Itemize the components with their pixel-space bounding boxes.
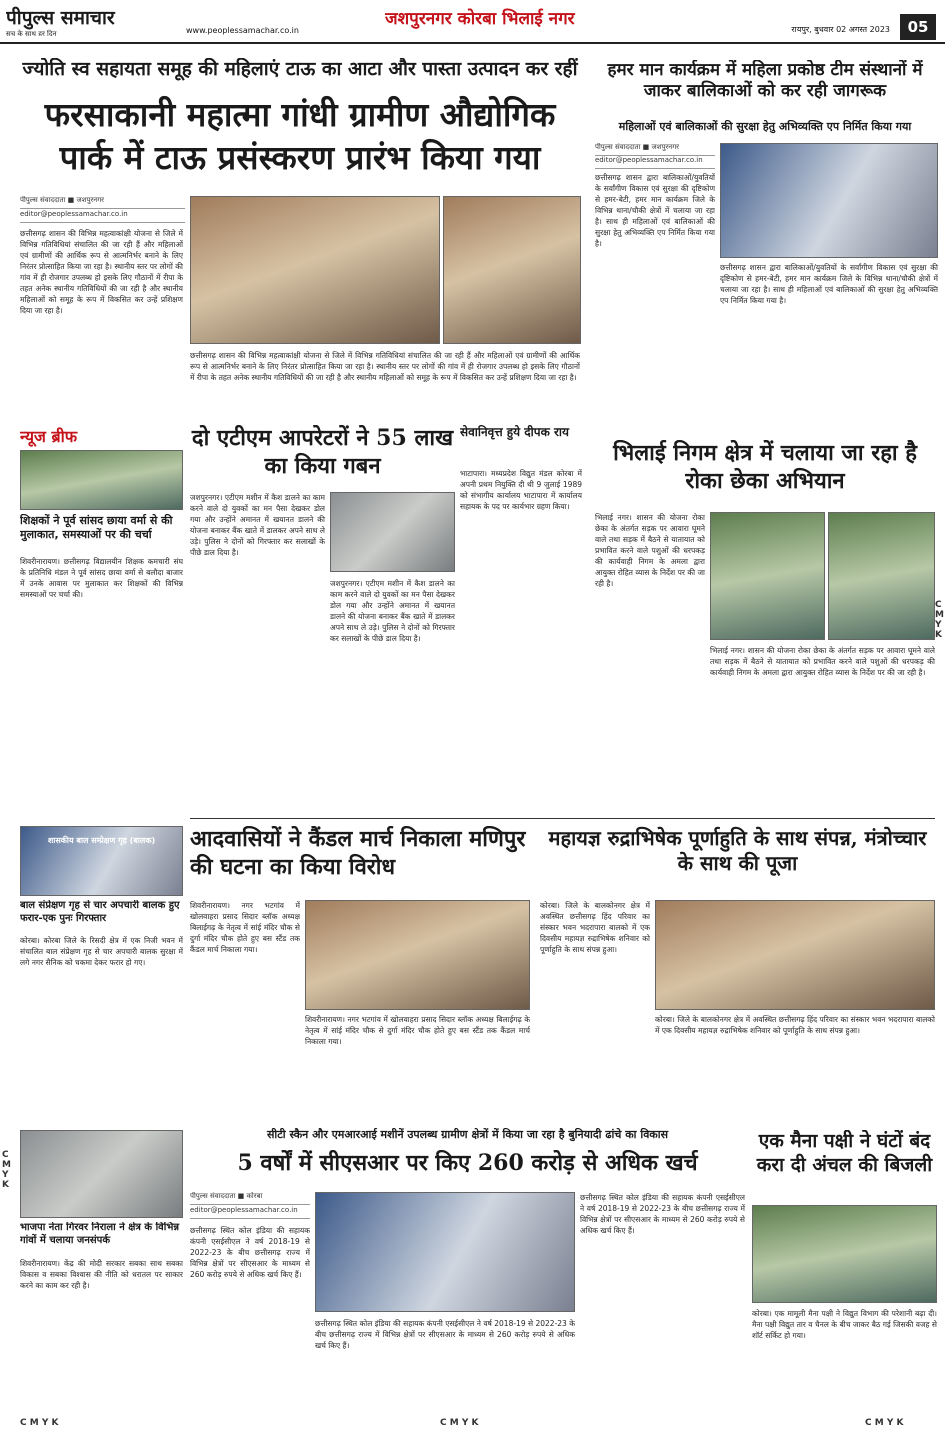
lead-byline: पीपुल्स संवाददाता ■ जशपुरनगर xyxy=(20,196,185,209)
csr-headline: 5 वर्षों में सीएसआर पर किए 260 करोड़ से अधिक खर्च xyxy=(237,1150,698,1176)
maina-photo xyxy=(752,1205,937,1303)
cmyk-mark-bottom-left: C M Y K xyxy=(20,1418,59,1428)
atm-body: जशपुरनगर। एटीएम मशीन में कैश डालने का काम करने वाले दो युवकों का मन पैसा देखकर डोल गया और उन्होंने अमानत में खयानत डालने की योजना बनाकर बैंक खाते में डालकर अपने साथ ले उड़े। पुलिस ने दोनों को गिरफ्तार कर सलाखों के पीछे डाल दिया है। xyxy=(190,493,325,557)
section-cities: जशपुरनगर कोरबा भिलाई नगर xyxy=(385,9,575,29)
cmyk-mark-right: C M Y K xyxy=(935,600,944,640)
csr-body-cont: छत्तीसगढ़ स्थित कोल इंडिया की सहायक कंपनी एसईसीएल ने वर्ष 2018-19 से 2022-23 के बीच छत्तीसगढ़ राज्य में विभिन्न क्षेत्रों पर सीएसआर के माध्यम से 260 करोड़ रुपये से अधिक खर्च किए हैं। xyxy=(315,1319,575,1350)
brief-photo xyxy=(20,450,183,510)
rt-photo xyxy=(720,143,938,258)
csr-email[interactable]: editor@peoplessamachar.co.in xyxy=(190,1206,310,1219)
candle-headline: आदवासियों ने कैंडल मार्च निकाला मणिपुर की घटना का किया विरोध xyxy=(190,826,526,880)
retired-headline: सेवानिवृत्त हुये दीपक राय xyxy=(460,425,569,439)
website-url[interactable]: www.peoplessamachar.co.in xyxy=(186,26,299,35)
candle-body: शिवरीनारायण। नगर भटगांव में खोलवाहरा प्रसाद सिदार ब्लॉक अध्यक्ष बिलाईगढ़ के नेतृत्व में सांई मंदिर चौक से दुर्गा मंदिर चौक होते हुए बस स्टैंड तक कैंडल मार्च निकाला गया। xyxy=(190,901,300,954)
rt-byline: पीपुल्स संवाददाता ■ जशपुरनगर xyxy=(595,143,715,156)
bhilai-headline: भिलाई निगम क्षेत्र में चलाया जा रहा है रोका छेका अभियान xyxy=(613,440,917,494)
candle-body-cont: शिवरीनारायण। नगर भटगांव में खोलवाहरा प्रसाद सिदार ब्लॉक अध्यक्ष बिलाईगढ़ के नेतृत्व में सांई मंदिर चौक से दुर्गा मंदिर चौक होते हुए बस स्टैंड तक कैंडल मार्च निकाला गया। xyxy=(305,1015,530,1046)
cmyk-mark-bottom-right: C M Y K xyxy=(865,1418,904,1428)
rudra-headline: महायज्ञ रुद्राभिषेक पूर्णाहुति के साथ संपन्न, मंत्रोच्चार के साथ की पूजा xyxy=(548,826,927,875)
csr-kicker: सीटी स्कैन और एमआरआई मशीनें उपलब्ध ग्रामीण क्षेत्रों में किया जा रहा है बुनियादी ढांचे का विकास xyxy=(266,1128,669,1141)
bhilai-body-cont: भिलाई नगर। शासन की योजना रोका छेका के अंतर्गत सड़क पर आवारा घूमने वाले तथा सड़क में बैठने से यातायात को प्रभावित करने वाले पशुओं की धरपकड़ की कार्यवाही निगम के अमला द्वारा आयुक्त रोहित व्यास के निर्देश पर की जा रही है। xyxy=(710,646,935,677)
divider xyxy=(190,818,935,819)
csr-byline: पीपुल्स संवाददाता ■ कोरबा xyxy=(190,1192,310,1205)
bhajpa-photo xyxy=(20,1130,183,1218)
logo-tagline: सच के साथ हर दिन xyxy=(6,30,57,36)
atm-body-cont: जशपुरनगर। एटीएम मशीन में कैश डालने का काम करने वाले दो युवकों का मन पैसा देखकर डोल गया और उन्होंने अमानत में खयानत डालने की योजना बनाकर बैंक खाते में डालकर अपने साथ ले उड़े। पुलिस ने दोनों को गिरफ्तार कर सलाखों के पीछे डाल दिया है। xyxy=(330,579,455,643)
bhajpa-body: शिवरीनारायण। केंद्र की मोदी सरकार सबका साथ सबका विकास व सबका विश्वास की नीति को धरातल पर साकार करने का काम कर रही है। xyxy=(20,1259,183,1290)
csr-photo xyxy=(315,1192,575,1312)
page-number: 05 xyxy=(900,14,936,40)
lead-email[interactable]: editor@peoplessamachar.co.in xyxy=(20,210,185,223)
csr-body: छत्तीसगढ़ स्थित कोल इंडिया की सहायक कंपनी एसईसीएल ने वर्ष 2018-19 से 2022-23 के बीच छत्तीसगढ़ राज्य में विभिन्न क्षेत्रों पर सीएसआर के माध्यम से 260 करोड़ रुपये से अधिक खर्च किए हैं। xyxy=(190,1226,310,1279)
cmyk-mark-left: C M Y K xyxy=(2,1150,11,1190)
bal-body: कोरबा। कोरबा जिले के रिसदी क्षेत्र में एक निजी भवन में संचालित बाल संप्रेक्षण गृह से चार अपचारी बालक सुरक्षा में लगे नगर सैनिक को चकमा देकर फरार हो गए। xyxy=(20,936,183,967)
bal-photo xyxy=(20,826,183,896)
rt-email[interactable]: editor@peoplessamachar.co.in xyxy=(595,156,715,169)
maina-body: कोरबा। एक मामूली मैना पक्षी ने विद्युत विभाग की परेशानी बढ़ा दी। मैना पक्षी विद्युत तार व चैनल के बीच जाकर बैठ गई जिसकी वजह से शॉर्ट सर्किट हो गया। xyxy=(752,1309,937,1340)
candle-photo xyxy=(305,900,530,1010)
logo-text: पीपुल्स समाचार xyxy=(6,7,115,29)
bhajpa-headline: भाजपा नेता गिरवर निराला ने क्षेत्र के विभिन्न गांवों में चलाया जनसंपर्क xyxy=(20,1222,180,1246)
lead-body-cont: छत्तीसगढ़ शासन की विभिन्न महत्वाकांक्षी योजना से जिले में विभिन्न गतिविधियां संचालित की जा रही हैं और महिलाओं एवं ग्रामीणों की आर्थिक रूप से आत्मनिर्भर बनाने के लिए निरंतर प्रोत्साहित किया जा रहा है। स्थानीय स्तर पर लोगों की गांव में ही रोजगार उपलब्ध हो इसके लिए गौठानों में रीपा के तहत अनेक स्थानीय गतिविधियों की जा रही है और स्थानीय महिलाओं को समूह के रूप में विकसित कर उन्हें प्रशिक्षण दिया जा रहा है। xyxy=(190,351,580,382)
brief-body: शिवरीनारायण। छत्तीसगढ़ विद्यालयीन शिक्षक कमचारी संघ के प्रतिनिधि मंडल ने पूर्व सांसद छाया वर्मा से बलौदा बाजार में उनके आवास पर मुलाकात कर शिक्षकों की विभिन्न समस्याओं पर चर्चा की। xyxy=(20,557,183,599)
rt-body-cont: छत्तीसगढ़ शासन द्वारा बालिकाओं/युवतियों के सर्वांगीण विकास एवं सुरक्षा की दृष्टिकोण से हमर-बेटी, हमर मान कार्यक्रम जिले के विभिन्न थाना/चौकी क्षेत्रों में चलाया जा रहा है। साथ ही महिलाओं एवं बालिकाओं की सुरक्षा हेतु अभिव्यक्ति एप निर्मित किया गया है। xyxy=(720,263,938,305)
rudra-body-cont: कोरबा। जिले के बालकोनगर क्षेत्र में अवस्थित छत्तीसगढ़ हिंद परिवार का संस्कार भवन भदरापारा बालको में एक दिवसीय महायज्ञ रुद्राभिषेक शनिवार को पूर्णाहुति के साथ संपन्न हुआ। xyxy=(655,1015,935,1035)
bhilai-body: भिलाई नगर। शासन की योजना रोका छेका के अंतर्गत सड़क पर आवारा घूमने वाले तथा सड़क में बैठने से यातायात को प्रभावित करने वाले पशुओं की धरपकड़ की कार्यवाही निगम के अमला द्वारा आयुक्त रोहित व्यास के निर्देश पर की जा रही है। xyxy=(595,513,705,588)
bhilai-photo-1 xyxy=(710,512,825,640)
bal-sign-text: शासकीय बाल सम्प्रेक्षण गृह (बालक) xyxy=(47,836,156,845)
retired-body: भाटापारा। मध्यप्रदेश विद्युत मंडल कोरबा में अपनी प्रथम नियुक्ति दी थी 9 जुलाई 1989 को संभागीय कार्यालय भाटापारा में कार्यालय सहायक के पद पर कार्यभार ग्रहण किया। xyxy=(460,469,582,511)
newspaper-logo xyxy=(6,4,181,36)
masthead xyxy=(0,0,945,44)
brief-headline: शिक्षकों ने पूर्व सांसद छाया वर्मा से की मुलाकात, समस्याओं पर की चर्चा xyxy=(20,514,173,541)
csr-body-cont2: छत्तीसगढ़ स्थित कोल इंडिया की सहायक कंपनी एसईसीएल ने वर्ष 2018-19 से 2022-23 के बीच छत्तीसगढ़ राज्य में विभिन्न क्षेत्रों पर सीएसआर के माध्यम से 260 करोड़ रुपये से अधिक खर्च किए हैं। xyxy=(580,1193,745,1235)
atm-photo xyxy=(330,492,455,572)
maina-headline: एक मैना पक्षी ने घंटों बंद करा दी अंचल की बिजली xyxy=(756,1130,933,1176)
rudra-photo xyxy=(655,900,935,1010)
cmyk-mark-bottom-center: C M Y K xyxy=(440,1418,479,1428)
bhilai-photo-2 xyxy=(828,512,935,640)
rt-headline: हमर मान कार्यक्रम में महिला प्रकोष्ठ टीम संस्थानों में जाकर बालिकाओं को कर रही जागरूक xyxy=(607,60,923,102)
rt-subhead: महिलाओं एवं बालिकाओं की सुरक्षा हेतु अभिव्यक्ति एप निर्मित किया गया xyxy=(618,120,912,133)
rt-body: छत्तीसगढ़ शासन द्वारा बालिकाओं/युवतियों के सर्वांगीण विकास एवं सुरक्षा की दृष्टिकोण से हमर-बेटी, हमर मान कार्यक्रम जिले के विभिन्न थाना/चौकी क्षेत्रों में चलाया जा रहा है। साथ ही महिलाओं एवं बालिकाओं की सुरक्षा हेतु अभिव्यक्ति एप निर्मित किया गया है। xyxy=(595,173,715,248)
news-brief-tag: न्यूज ब्रीफ xyxy=(20,427,78,446)
atm-headline: दो एटीएम आपरेटरों ने 55 लाख का किया गबन xyxy=(191,425,454,479)
dateline: रायपुर, बुधवार 02 अगस्त 2023 xyxy=(791,25,890,34)
lead-photo-2 xyxy=(443,196,581,344)
lead-body: छत्तीसगढ़ शासन की विभिन्न महत्वाकांक्षी योजना से जिले में विभिन्न गतिविधियां संचालित की जा रही हैं और महिलाओं एवं ग्रामीणों की आर्थिक रूप से आत्मनिर्भर बनाने के लिए निरंतर प्रोत्साहित किया जा रहा है। स्थानीय स्तर पर लोगों की गांव में ही रोजगार उपलब्ध हो इसके लिए गौठानों में रीपा के तहत अनेक स्थानीय गतिविधियों की जा रही है और स्थानीय महिलाओं को समूह के रूप में विकसित कर उन्हें प्रशिक्षण दिया जा रहा है। xyxy=(20,229,183,315)
lead-headline: फरसाकानी महात्मा गांधी ग्रामीण औद्योगिक पार्क में टाऊ प्रसंस्करण प्रारंभ किया गया xyxy=(44,95,556,177)
lead-photo-1 xyxy=(190,196,440,344)
lead-kicker: ज्योति स्व सहायता समूह की महिलाएं टाऊ का आटा और पास्ता उत्पादन कर रहीं xyxy=(22,58,578,80)
bal-headline: बाल संप्रेक्षण गृह से चार अपचारी बालक हुए फरार-एक पुनः गिरफ्तार xyxy=(20,900,180,924)
rudra-body: कोरबा। जिले के बालकोनगर क्षेत्र में अवस्थित छत्तीसगढ़ हिंद परिवार का संस्कार भवन भदरापारा बालको में एक दिवसीय महायज्ञ रुद्राभिषेक शनिवार को पूर्णाहुति के साथ संपन्न हुआ। xyxy=(540,901,650,954)
